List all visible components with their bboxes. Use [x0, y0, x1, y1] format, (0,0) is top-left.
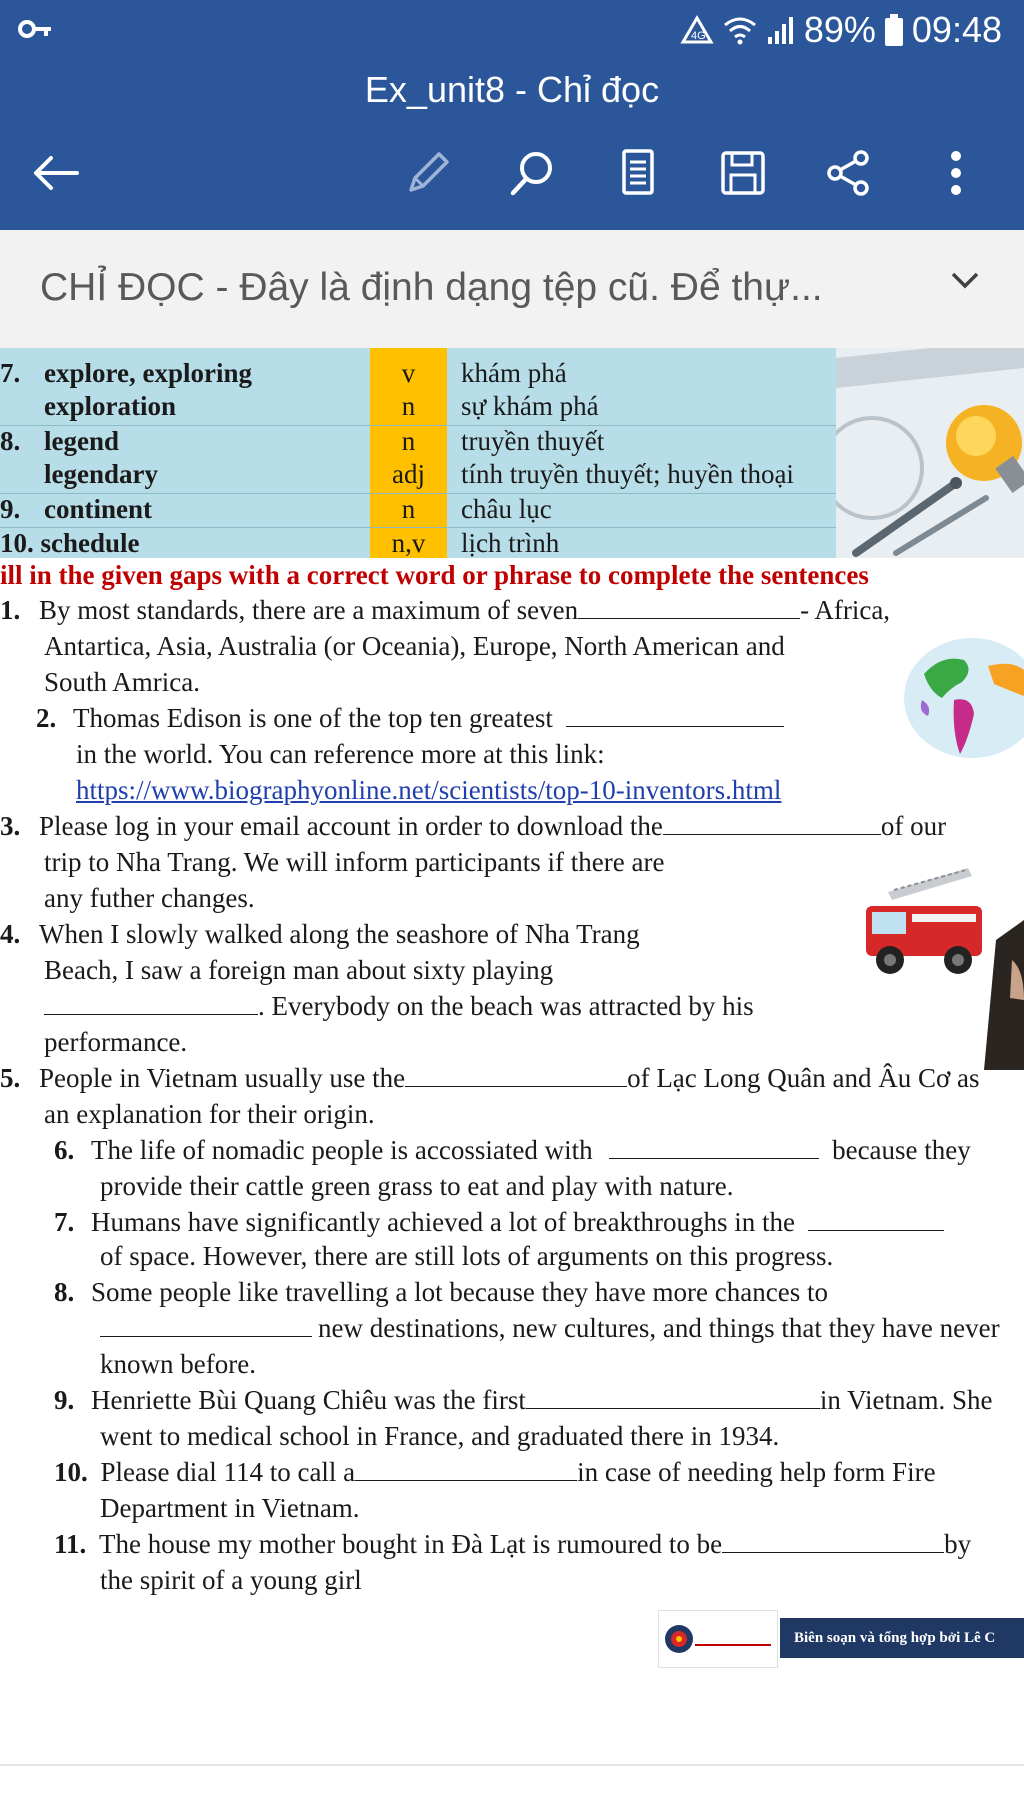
save-button[interactable]	[713, 145, 773, 205]
world-map-image	[902, 636, 1024, 766]
sentence-8: 8. Some people like travelling a lot because they have more chances to	[54, 1277, 828, 1307]
divider	[0, 1764, 1024, 1766]
signal-icon	[766, 15, 796, 45]
answer-blank[interactable]	[578, 596, 800, 619]
back-button[interactable]	[26, 145, 86, 205]
banner-text: CHỈ ĐỌC - Đây là định dạng tệp cũ. Để thự...	[40, 266, 823, 309]
reading-view-icon	[618, 148, 658, 203]
sentence-11: 11. The house my mother bought in Đà Lạt is rumoured to be by	[54, 1529, 972, 1559]
key-icon	[18, 16, 52, 47]
read-only-banner[interactable]	[0, 230, 1024, 349]
table-row: exploration n sự khám phá	[44, 391, 599, 421]
battery-icon	[884, 14, 904, 46]
clock: 09:48	[911, 9, 1002, 50]
lightbulb-tools-image	[836, 348, 1024, 558]
sentence-10: 10. Please dial 114 to call a in case of needing help form Fire	[54, 1457, 936, 1487]
answer-blank[interactable]	[44, 992, 258, 1015]
author-credit: Biên soạn và tổng hợp bởi Lê C	[780, 1618, 1024, 1658]
answer-blank[interactable]	[609, 1136, 819, 1159]
share-button[interactable]	[818, 145, 878, 205]
inventors-link[interactable]: https://www.biographyonline.net/scientists/top-10-inventors.html	[76, 775, 782, 805]
exercise-heading: ill in the given gaps with a correct word or phrase to complete the sentences	[0, 560, 869, 590]
sentence-2: 2. Thomas Edison is one of the top ten greatest	[36, 703, 784, 734]
answer-blank[interactable]	[722, 1530, 944, 1553]
vocab-table	[0, 348, 836, 558]
status-bar	[0, 0, 1024, 60]
back-arrow-icon	[31, 153, 81, 198]
answer-blank[interactable]	[566, 704, 784, 727]
answer-blank[interactable]	[100, 1314, 312, 1337]
sentence-6: 6. The life of nomadic people is accossiated with because they	[54, 1135, 971, 1165]
sentence-4: 4. When I slowly walked along the seashore of Nha Trang	[0, 919, 640, 949]
more-options-button[interactable]	[926, 145, 986, 205]
data-saver-icon	[680, 15, 714, 45]
answer-blank[interactable]	[808, 1208, 944, 1231]
battery-percent: 89%	[803, 9, 876, 50]
chevron-down-icon[interactable]	[950, 270, 980, 295]
table-row: legendary adj tính truyền thuyết; huyền thoại	[44, 459, 794, 489]
share-icon	[823, 148, 873, 203]
document-title: Ex_unit8 - Chỉ đọc	[0, 60, 1024, 120]
sentence-9: 9. Henriette Bùi Quang Chiêu was the first in Vietnam. She	[54, 1385, 993, 1415]
answer-blank[interactable]	[663, 812, 881, 835]
table-row: 10. schedule n,v lịch trình	[0, 528, 560, 558]
wifi-icon	[722, 15, 758, 45]
toolbar	[0, 120, 1024, 230]
fire-truck-image	[858, 862, 990, 982]
search-button[interactable]	[502, 145, 562, 205]
table-row: 9. continent n châu lục	[0, 494, 552, 524]
sentence-7: 7. Humans have significantly achieved a lot of breakthroughs in the	[54, 1207, 944, 1238]
answer-blank[interactable]	[355, 1458, 577, 1481]
save-icon	[718, 148, 768, 203]
answer-blank[interactable]	[405, 1064, 627, 1087]
more-icon	[949, 148, 963, 203]
photo-fragment-image	[984, 920, 1024, 1070]
sentence-5: 5. People in Vietnam usually use the of Lạc Long Quân and Âu Cơ as	[0, 1063, 980, 1093]
sentence-3: 3. Please log in your email account in order to download the of our	[0, 811, 947, 841]
table-row: 8. legend n truyền thuyết	[0, 426, 605, 456]
edit-button[interactable]	[398, 145, 458, 205]
sentence-1: 1. By most standards, there are a maximum of seven - Africa,	[0, 595, 891, 625]
answer-blank[interactable]	[526, 1386, 820, 1409]
table-row: 7. explore, exploring v khám phá	[0, 358, 567, 388]
reading-view-button[interactable]	[608, 145, 668, 205]
english-learning-logo	[658, 1610, 778, 1668]
search-icon	[507, 148, 557, 203]
pencil-icon	[403, 148, 453, 203]
svg-text:4G: 4G	[690, 30, 706, 42]
